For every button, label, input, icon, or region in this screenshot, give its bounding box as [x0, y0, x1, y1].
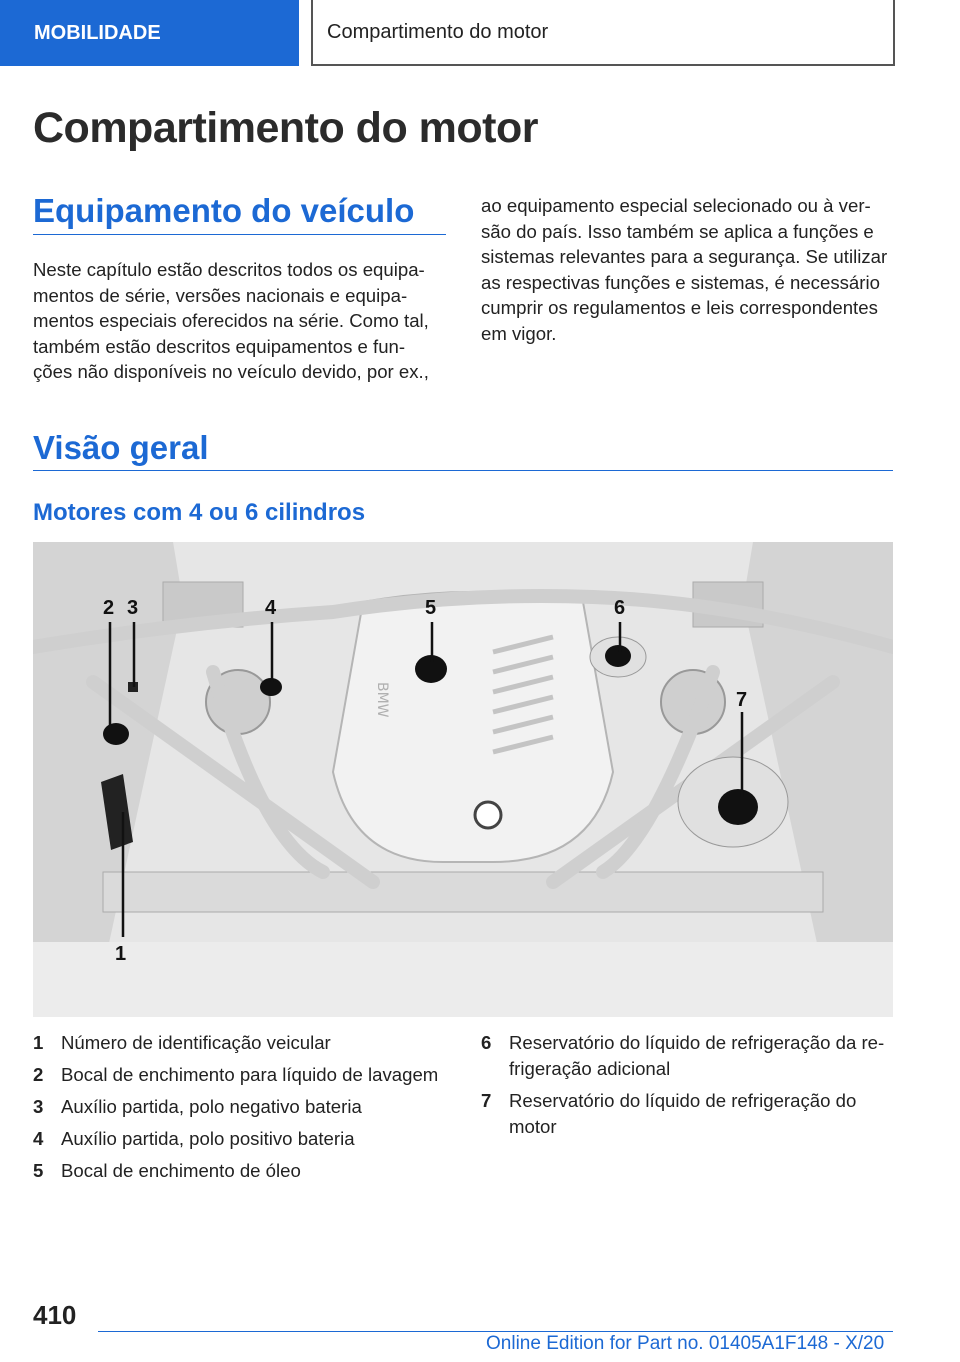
callout-label: 3	[127, 597, 139, 619]
callout-label: 6	[614, 597, 626, 619]
intro-paragraph-col2	[481, 193, 887, 346]
legend-text: Auxílio partida, polo negativo bateria	[61, 1096, 362, 1117]
text-line: sistemas relevantes para a segurança. Se utilizar	[481, 246, 888, 267]
legend-number: 7	[481, 1090, 492, 1111]
engine-bay-photo	[33, 542, 893, 1017]
legend-number: 3	[33, 1096, 44, 1117]
text-line: ções não disponíveis no veículo devido, por ex.,	[33, 361, 429, 382]
text-line: as respectivas funções e sistemas, é necessário	[481, 271, 880, 293]
legend-text: Bocal de enchimento para líquido de lavagem	[61, 1064, 439, 1085]
cover-brand-text: BMW	[374, 682, 390, 718]
section-tab	[0, 0, 299, 66]
legend-text: Reservatório do líquido de refrigeração da re‐	[509, 1032, 885, 1053]
section-heading-equipment: Equipamento do veículo	[33, 192, 415, 229]
legend-number: 4	[33, 1128, 44, 1149]
legend-number: 5	[33, 1160, 44, 1181]
intro-paragraph-col1	[33, 257, 429, 385]
text-line: mentos de série, versões nacionais e equipa‐	[33, 284, 408, 306]
legend-text: frigeração adicional	[509, 1058, 671, 1079]
legend-text: Bocal de enchimento de óleo	[61, 1160, 301, 1181]
legend-number: 1	[33, 1032, 44, 1053]
callout-label: 4	[265, 597, 277, 619]
text-line: são do país. Isso também se aplica a funções e	[481, 220, 874, 242]
subheading-engines: Motores com 4 ou 6 cilindros	[33, 499, 366, 526]
callout-label: 5	[425, 597, 437, 619]
section-label: MOBILIDADE	[34, 21, 161, 44]
section-rule	[33, 470, 893, 471]
text-line: mentos especiais oferecidos na série. Como tal,	[33, 310, 429, 331]
callout-label: 7	[736, 689, 748, 711]
chapter-title: Compartimento do motor	[327, 20, 549, 43]
legend-text: Reservatório do líquido de refrigeração do	[509, 1090, 857, 1111]
legend-text: Auxílio partida, polo positivo bateria	[61, 1128, 355, 1149]
chapter-header	[311, 0, 895, 66]
callout-label: 1	[115, 943, 127, 965]
legend-text: motor	[509, 1116, 557, 1137]
text-line: em vigor.	[481, 322, 557, 344]
footer-rule	[98, 1331, 893, 1332]
legend-text: Número de identificação veicular	[61, 1032, 331, 1053]
section-rule	[33, 234, 446, 235]
text-line: cumprir os regulamentos e leis correspondentes	[481, 297, 878, 318]
legend-number: 2	[33, 1064, 44, 1085]
page-number: 410	[33, 1300, 77, 1330]
callout-label: 2	[103, 597, 115, 619]
text-line: também estão descritos equipamentos e fun‐	[33, 335, 406, 357]
footer-edition-text: Online Edition for Part no. 01405A1F148 - X/20	[486, 1333, 885, 1354]
page-title: Compartimento do motor	[33, 104, 538, 152]
text-line: ao equipamento especial selecionado ou à ver‐	[481, 195, 871, 216]
section-heading-overview: Visão geral	[33, 429, 209, 466]
text-line: Neste capítulo estão descritos todos os equipa‐	[33, 259, 425, 280]
legend-number: 6	[481, 1032, 492, 1053]
